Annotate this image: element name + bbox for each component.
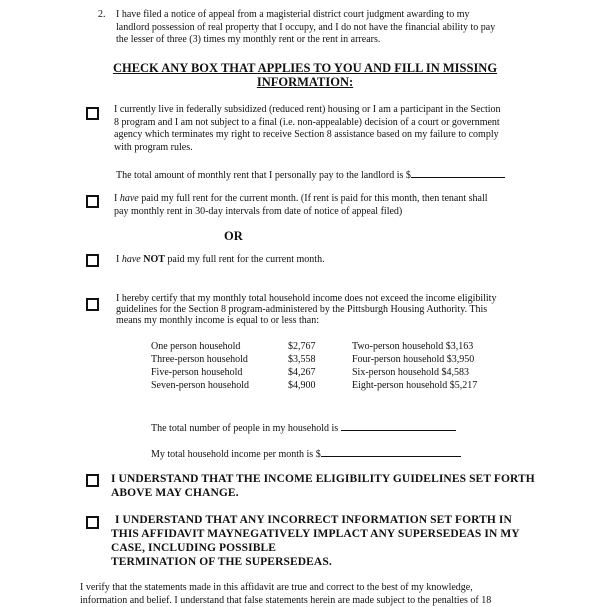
paid-line: pay monthly rent in 30-day intervals from date of notice of appeal filed) xyxy=(114,206,554,219)
item-number: 2. xyxy=(98,9,106,22)
understand2-line: TERMINATION OF THE SUPERSEDEAS. xyxy=(111,555,561,569)
section8-text xyxy=(114,104,554,154)
household-label: One person household xyxy=(151,341,288,354)
people-count-field[interactable] xyxy=(341,420,456,431)
understand2-line: THIS AFFIDAVIT MAYNEGATIVELY IMPLACT ANY SUPERSEDEAS IN MY xyxy=(111,527,561,541)
paid-rent-checkbox[interactable] xyxy=(86,195,99,208)
not-paid-text xyxy=(116,254,325,267)
paid-line xyxy=(114,193,554,206)
paid-emph: have xyxy=(120,193,139,204)
income-text xyxy=(116,293,556,326)
income-line: guidelines for the Section 8 program-administered by the Pittsburgh Housing Authority. This xyxy=(116,304,556,315)
section8-line: with program rules. xyxy=(114,142,554,155)
understand-guidelines-text xyxy=(111,472,561,500)
heading-line: CHECK ANY BOX THAT APPLIES TO YOU AND FILL IN MISSING xyxy=(60,61,550,75)
understand1-line: I UNDERSTAND THAT THE INCOME ELIGIBILITY GUIDELINES SET FORTH xyxy=(111,472,561,486)
household-pair: Eight-person household $5,217 xyxy=(352,380,477,393)
heading-line: INFORMATION: xyxy=(60,75,550,89)
rent-amount-field[interactable] xyxy=(411,167,505,178)
rent-label: The total amount of monthly rent that I personally pay to the landlord is $ xyxy=(116,170,411,181)
not-paid-rent-checkbox[interactable] xyxy=(86,254,99,267)
understand-guidelines-checkbox[interactable] xyxy=(86,474,99,487)
household-pair: Two-person household $3,163 xyxy=(352,341,477,354)
not-paid-bold: NOT xyxy=(143,254,165,265)
income-checkbox[interactable] xyxy=(86,298,99,311)
item2-line: the lesser of three (3) times my monthly rent or the rent in arrears. xyxy=(116,34,556,47)
household-label: Five-person household xyxy=(151,367,288,380)
monthly-income-label: My total household income per month is $ xyxy=(151,449,321,460)
section8-line: I currently live in federally subsidized (reduced rent) housing or I am a participant in the Section xyxy=(114,104,554,117)
item2-text xyxy=(116,9,556,47)
paid-prefix: I xyxy=(114,193,120,204)
people-row xyxy=(151,420,456,436)
section8-checkbox[interactable] xyxy=(86,107,99,120)
household-label: Three-person household xyxy=(151,354,288,367)
paid-text xyxy=(114,193,554,218)
or-label: OR xyxy=(224,229,243,244)
table-row xyxy=(151,367,477,380)
item2-line: landlord possession of real property that I occupy, and I do not have the financial ability to pay xyxy=(116,22,556,35)
instructions-heading xyxy=(60,61,550,89)
income-row xyxy=(151,446,461,462)
verification-text xyxy=(80,582,540,607)
not-paid-emph: have xyxy=(122,254,141,265)
household-amount: $4,900 xyxy=(288,380,352,393)
income-line: I hereby certify that my monthly total household income does not exceed the income eligibility xyxy=(116,293,556,304)
household-amount: $3,558 xyxy=(288,354,352,367)
understand2-line: CASE, INCLUDING POSSIBLE xyxy=(111,541,561,555)
household-label: Seven-person household xyxy=(151,380,288,393)
not-paid-rest: paid my full rent for the current month. xyxy=(165,254,325,265)
income-guidelines-table xyxy=(151,341,477,393)
people-label: The total number of people in my household is xyxy=(151,423,338,434)
understand-incorrect-info-checkbox[interactable] xyxy=(86,516,99,529)
household-pair: Six-person household $4,583 xyxy=(352,367,477,380)
section8-line: 8 program and I am not subject to a final (i.e. non-appealable) decision of a court or government xyxy=(114,117,554,130)
household-amount: $4,267 xyxy=(288,367,352,380)
understand-incorrect-info-text xyxy=(111,513,561,569)
paid-rest: paid my full rent for the current month. (If rent is paid for this month, then tenant shall xyxy=(139,193,488,204)
household-amount: $2,767 xyxy=(288,341,352,354)
table-row xyxy=(151,354,477,367)
verify-line: information and belief. I understand that false statements herein are made subject to the penalties of 18 xyxy=(80,595,540,607)
not-paid-prefix: I xyxy=(116,254,122,265)
rent-row xyxy=(116,167,505,183)
table-row xyxy=(151,380,477,393)
section8-line: agency which terminates my right to receive Section 8 assistance based on my failure to comply xyxy=(114,129,554,142)
table-row xyxy=(151,341,477,354)
income-line: means my monthly income is equal to or less than: xyxy=(116,315,556,326)
understand1-line: ABOVE MAY CHANGE. xyxy=(111,486,561,500)
monthly-income-field[interactable] xyxy=(321,446,461,457)
household-pair: Four-person household $3,950 xyxy=(352,354,477,367)
item2-line: I have filed a notice of appeal from a magisterial district court judgment awarding to my xyxy=(116,9,556,22)
verify-line: I verify that the statements made in this affidavit are true and correct to the best of my knowledge, xyxy=(80,582,540,595)
understand2-line: I UNDERSTAND THAT ANY INCORRECT INFORMATION SET FORTH IN xyxy=(111,513,561,527)
